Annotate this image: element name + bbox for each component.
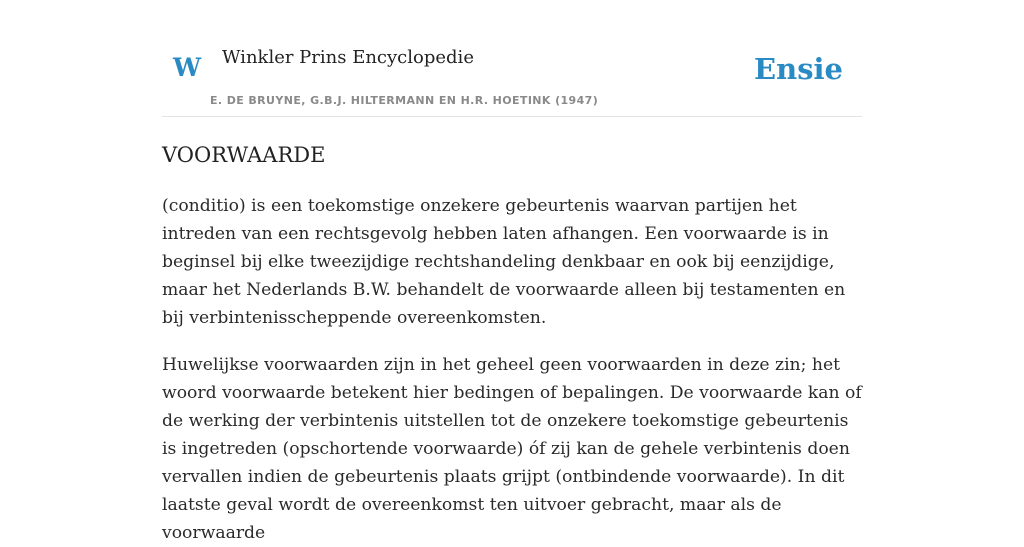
article-body	[162, 140, 862, 547]
article-headword: VOORWAARDE	[162, 143, 326, 167]
article-paragraph-2: Huwelijkse voorwaarden zijn in het geheel geen voorwaarden in deze zin; het woord voorwaarde betekent hier bedingen of bepalingen. De voorwaarde kan of de werking der verbintenis uitstellen tot de onzekere toekomstige gebeurtenis is ingetreden (opschortende voorwaarde) óf zij kan de gehele verbintenis doen vervallen indien de gebeurtenis plaats grijpt (ontbindende voorwaarde). In dit laatste geval wordt de overeenkomst ten uitvoer gebracht, maar als de voorwaarde	[162, 355, 862, 543]
ensie-logo[interactable]: Ensie	[754, 52, 843, 86]
article-paragraph-1: (conditio) is een toekomstige onzekere gebeurtenis waarvan partijen het intreden van een rechtsgevolg hebben laten afhangen. Een voorwaarde is in beginsel bij elke tweezijdige rechtshandeling denkbaar en ook bij eenzijdige, maar het Nederlands B.W. behandelt de voorwaarde alleen bij testamenten en bij verbintenisscheppende overeenkomsten.	[162, 196, 846, 328]
encyclopedia-title[interactable]: Winkler Prins Encyclopedie	[222, 47, 474, 68]
logo-w-icon[interactable]: W	[173, 53, 202, 82]
site-header	[162, 0, 862, 117]
authors-line: E. DE BRUYNE, G.B.J. HILTERMANN EN H.R. HOETINK (1947)	[210, 94, 599, 107]
